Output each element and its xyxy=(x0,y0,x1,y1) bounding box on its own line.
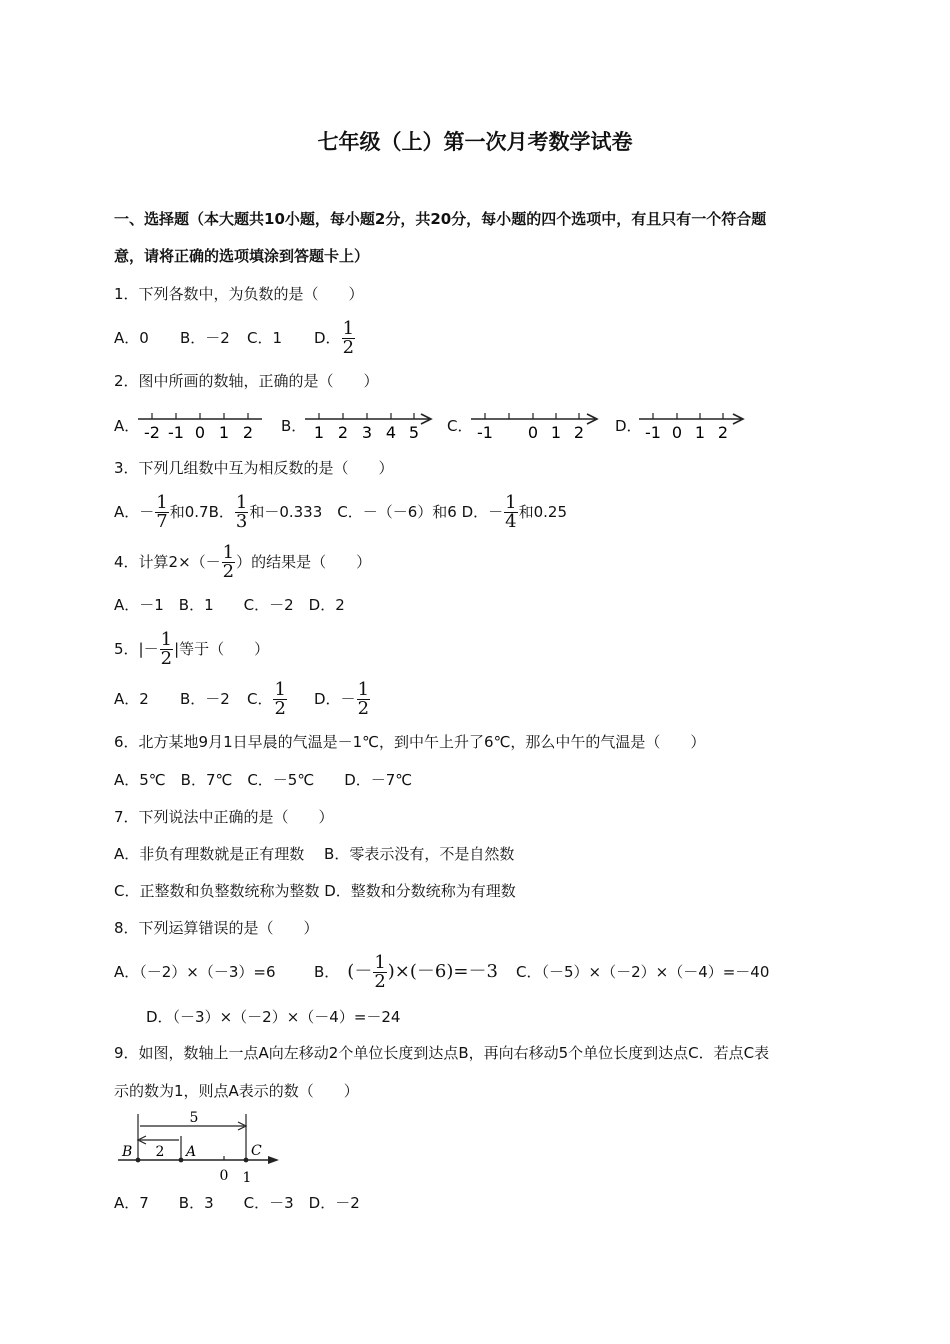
q8-b-fraction: $\frac{1}{2}$ xyxy=(374,951,386,992)
q3-a-fraction: $\frac{1}{7}$ xyxy=(156,491,168,532)
tick-label: 2 xyxy=(337,423,349,442)
label-five: 5 xyxy=(189,1110,199,1126)
q1-option-b: B．－2 xyxy=(180,329,230,347)
q5-d-label: D．－ xyxy=(314,690,356,708)
tick-label: -1 xyxy=(645,423,661,442)
tick-label: 1 xyxy=(313,423,325,442)
q5-option-d xyxy=(314,677,371,721)
q3-a-rest: 和0.7B． xyxy=(169,503,234,521)
q8-stem: 8．下列运算错误的是（ ） xyxy=(114,919,319,937)
tick-label: 3 xyxy=(361,423,373,442)
q2-d-label: D． xyxy=(615,417,642,435)
tick-label: 5 xyxy=(408,423,420,442)
q5-stem-post: |等于（ ） xyxy=(174,640,270,658)
label-two: 2 xyxy=(155,1144,165,1160)
q9-stem-line1: 9．如图，数轴上一点A向左移动2个单位长度到达点B，再向右移动5个单位长度到达点C．若点C表 xyxy=(114,1044,770,1062)
label-a: A xyxy=(186,1144,197,1160)
q5-stem-pre: 5．|－ xyxy=(114,640,159,658)
tick-label: 4 xyxy=(385,423,397,442)
q7-options-line2: C．正整数和负整数统称为整数 D．整数和分数统称为有理数 xyxy=(114,882,516,900)
tick-label: 0 xyxy=(671,423,683,442)
q2-c-numberline xyxy=(469,408,601,442)
tick-label: 0 xyxy=(194,423,206,442)
point-b xyxy=(136,1158,141,1163)
q3-stem: 3．下列几组数中互为相反数的是（ ） xyxy=(114,459,394,477)
label-b: B xyxy=(122,1144,133,1160)
q5-option-b: B．－2 xyxy=(180,690,230,708)
section-heading-line1: 一、选择题（本大题共10小题，每小题2分，共20分，每小题的四个选项中，有且只有一个符合题 xyxy=(114,210,767,228)
q2-c-label: C． xyxy=(447,417,473,435)
q5-stem xyxy=(114,627,269,671)
q1-stem: 1．下列各数中，为负数的是（ ） xyxy=(114,285,364,303)
q5-c-fraction: $\frac{1}{2}$ xyxy=(274,678,286,719)
tick-label: -1 xyxy=(168,423,184,442)
tick-label: 0 xyxy=(527,423,539,442)
q6-stem: 6．北方某地9月1日早晨的气温是－1℃，到中午上升了6℃，那么中午的气温是（ ） xyxy=(114,733,706,751)
tick-label: 1 xyxy=(550,423,562,442)
tick-label: -2 xyxy=(144,423,160,442)
label-one: 1 xyxy=(242,1170,252,1186)
q4-stem-post: ）的结果是（ ） xyxy=(236,553,372,571)
q4-stem xyxy=(114,540,371,584)
q3-b-rest: 和－0.333 C．－（－6）和6 D．－ xyxy=(249,503,504,521)
q5-d-fraction: $\frac{1}{2}$ xyxy=(357,678,370,719)
q8-option-c: C．（－5）×（－2）×（－4）=－40 xyxy=(516,963,770,981)
q9-stem-line2: 示的数为1，则点A表示的数（ ） xyxy=(114,1082,359,1100)
q7-options-line1: A．非负有理数就是正有理数 B．零表示没有，不是自然数 xyxy=(114,845,515,863)
q1-option-c: C．1 xyxy=(247,329,283,347)
tick-label: 1 xyxy=(218,423,230,442)
q5-option-c xyxy=(247,677,288,721)
q2-a-label: A． xyxy=(114,417,140,435)
q8-b-post: )×(－6)=－3 xyxy=(387,961,498,982)
q5-option-a: A．2 xyxy=(114,690,149,708)
q2-d-numberline xyxy=(637,408,747,442)
tick-label: -1 xyxy=(477,423,493,442)
q1-option-d xyxy=(314,318,356,358)
q5-fraction: $\frac{1}{2}$ xyxy=(160,628,173,669)
label-zero: 0 xyxy=(219,1168,229,1184)
q2-a-numberline xyxy=(136,408,266,442)
q8-option-d: D．（－3）×（－2）×（－4）=－24 xyxy=(146,1008,401,1026)
point-c xyxy=(244,1158,249,1163)
q4-stem-pre: 4．计算2×（－ xyxy=(114,553,221,571)
point-a xyxy=(179,1158,184,1163)
q8-option-a: A．（－2）×（－3）=6 xyxy=(114,963,276,981)
q3-a-label: A．－ xyxy=(114,503,155,521)
axis-arrow xyxy=(268,1156,279,1164)
q2-b-label: B． xyxy=(281,417,307,435)
label-c: C xyxy=(251,1143,262,1159)
q5-c-label: C． xyxy=(247,690,273,708)
q3-b-fraction: $\frac{1}{3}$ xyxy=(235,491,248,532)
q2-stem: 2．图中所画的数轴，正确的是（ ） xyxy=(114,372,379,390)
q1-d-fraction: $\frac{1}{2}$ xyxy=(342,317,355,358)
q9-figure xyxy=(116,1108,288,1186)
page-title: 七年级（上）第一次月考数学试卷 xyxy=(317,130,633,154)
q3-d-rest: 和0.25 xyxy=(518,503,568,521)
q4-fraction: $\frac{1}{2}$ xyxy=(222,541,235,582)
q7-stem: 7．下列说法中正确的是（ ） xyxy=(114,808,334,826)
q4-options: A．－1 B．1 C．－2 D．2 xyxy=(114,596,345,614)
tick-label: 2 xyxy=(717,423,729,442)
q3-d-fraction: $\frac{1}{4}$ xyxy=(505,491,517,532)
q3-options xyxy=(114,490,567,534)
section-heading-line2: 意，请将正确的选项填涂到答题卡上） xyxy=(114,247,370,265)
q1-d-label: D． xyxy=(314,329,341,347)
q8-b-label: B． xyxy=(314,963,340,981)
tick-label: 2 xyxy=(242,423,254,442)
tick-label: 1 xyxy=(694,423,706,442)
tick-label: 2 xyxy=(573,423,585,442)
q1-option-a: A．0 xyxy=(114,329,149,347)
q6-options: A．5℃ B．7℃ C．－5℃ D．－7℃ xyxy=(114,771,413,789)
q8-option-b xyxy=(314,950,498,994)
q2-b-numberline xyxy=(303,408,435,442)
q9-options: A．7 B．3 C．－3 D．－2 xyxy=(114,1194,360,1212)
q8-b-pre: (－ xyxy=(347,961,373,982)
